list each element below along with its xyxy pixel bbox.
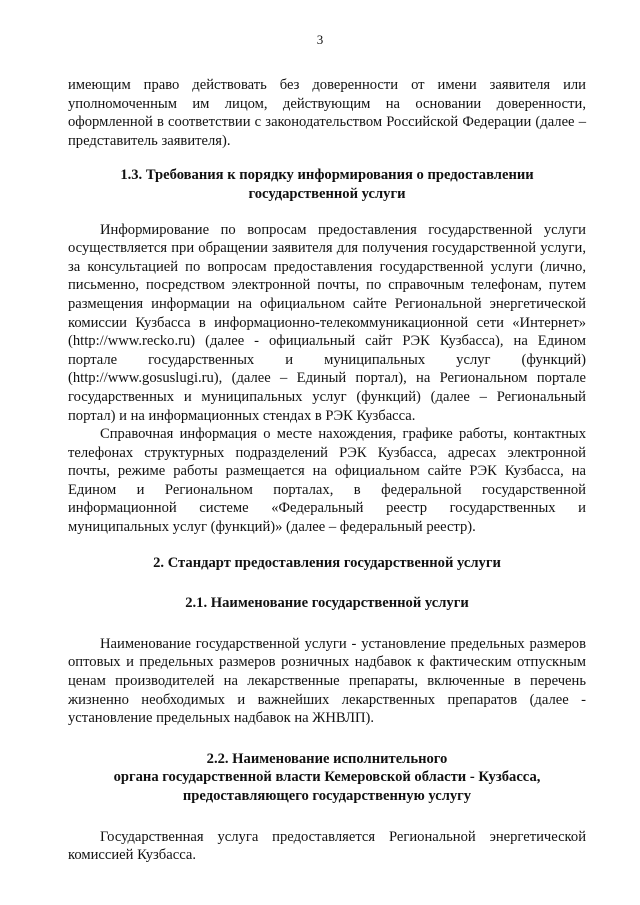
heading-1-3-line2: государственной услуги <box>248 185 406 202</box>
heading-2-1: 2.1. Наименование государственной услуги <box>185 595 469 612</box>
heading-2-2-line2: органа государственной власти Кемеровской области - Кузбасса, <box>113 769 541 786</box>
section-1-3-paragraph-2: Справочная информация о месте нахождения, графике работы, контактных телефонах структурных подразделений РЭК Кузбасса, адресах электронной почты, режиме работы размещается на официальном сайте РЭК Кузбасса, на Едином и Региональном порталах, в федеральной государственной информационной системе «Федеральный реестр государственных и муниципальных услуг (функций)» (далее – федеральный реестр). <box>68 426 586 536</box>
heading-2: 2. Стандарт предоставления государственной услуги <box>153 554 501 571</box>
section-2-1-paragraph: Наименование государственной услуги - установление предельных размеров оптовых и предельных размеров розничных надбавок к фактическим отпускным ценам производителей на лекарственные препараты, включенные в перечень жизненно необходимых и важнейших лекарственных препаратов (далее - установление предельных надбавок на ЖНВЛП). <box>68 635 586 727</box>
page-number: 3 <box>316 32 324 47</box>
document-body <box>68 76 586 865</box>
section-1-3-paragraph-1: Информирование по вопросам предоставления государственной услуги осуществляется при обращении заявителя для получения государственной услуги, за консультацией по вопросам предоставления государственной услуги (лично, письменно, посредством электронной почты, по справочным телефонам, путем размещения информации на официальном сайте Региональной энергетической комиссии Кузбасса в информационно-телекоммуникационной сети «Интернет» (http://www.recko.ru) (далее - официальный сайт РЭК Кузбасса), на Едином портале государственных и муниципальных услуг (функций) (http://www.gosuslugi.ru), (далее – Единый портал), на Региональном портале государственных и муниципальных услуг (функций) (далее – Региональный портал) и на информационных стендах в РЭК Кузбасса. <box>68 221 586 424</box>
heading-1-3 <box>68 166 586 203</box>
heading-2-2 <box>68 750 586 806</box>
heading-2-2-line1: 2.2. Наименование исполнительного <box>206 750 448 767</box>
heading-2-2-line3: предоставляющего государственную услугу <box>182 788 472 804</box>
heading-1-3-line1: 1.3. Требования к порядку информирования о предоставлении <box>120 167 534 184</box>
intro-paragraph: имеющим право действовать без доверенности от имени заявителя или уполномоченным им лицом, действующим на основании доверенности, оформленной в соответствии с законодательством Российской Федерации (далее – представитель заявителя). <box>68 77 586 149</box>
section-2-2-paragraph: Государственная услуга предоставляется Региональной энергетической комиссией Кузбасса. <box>68 828 586 864</box>
